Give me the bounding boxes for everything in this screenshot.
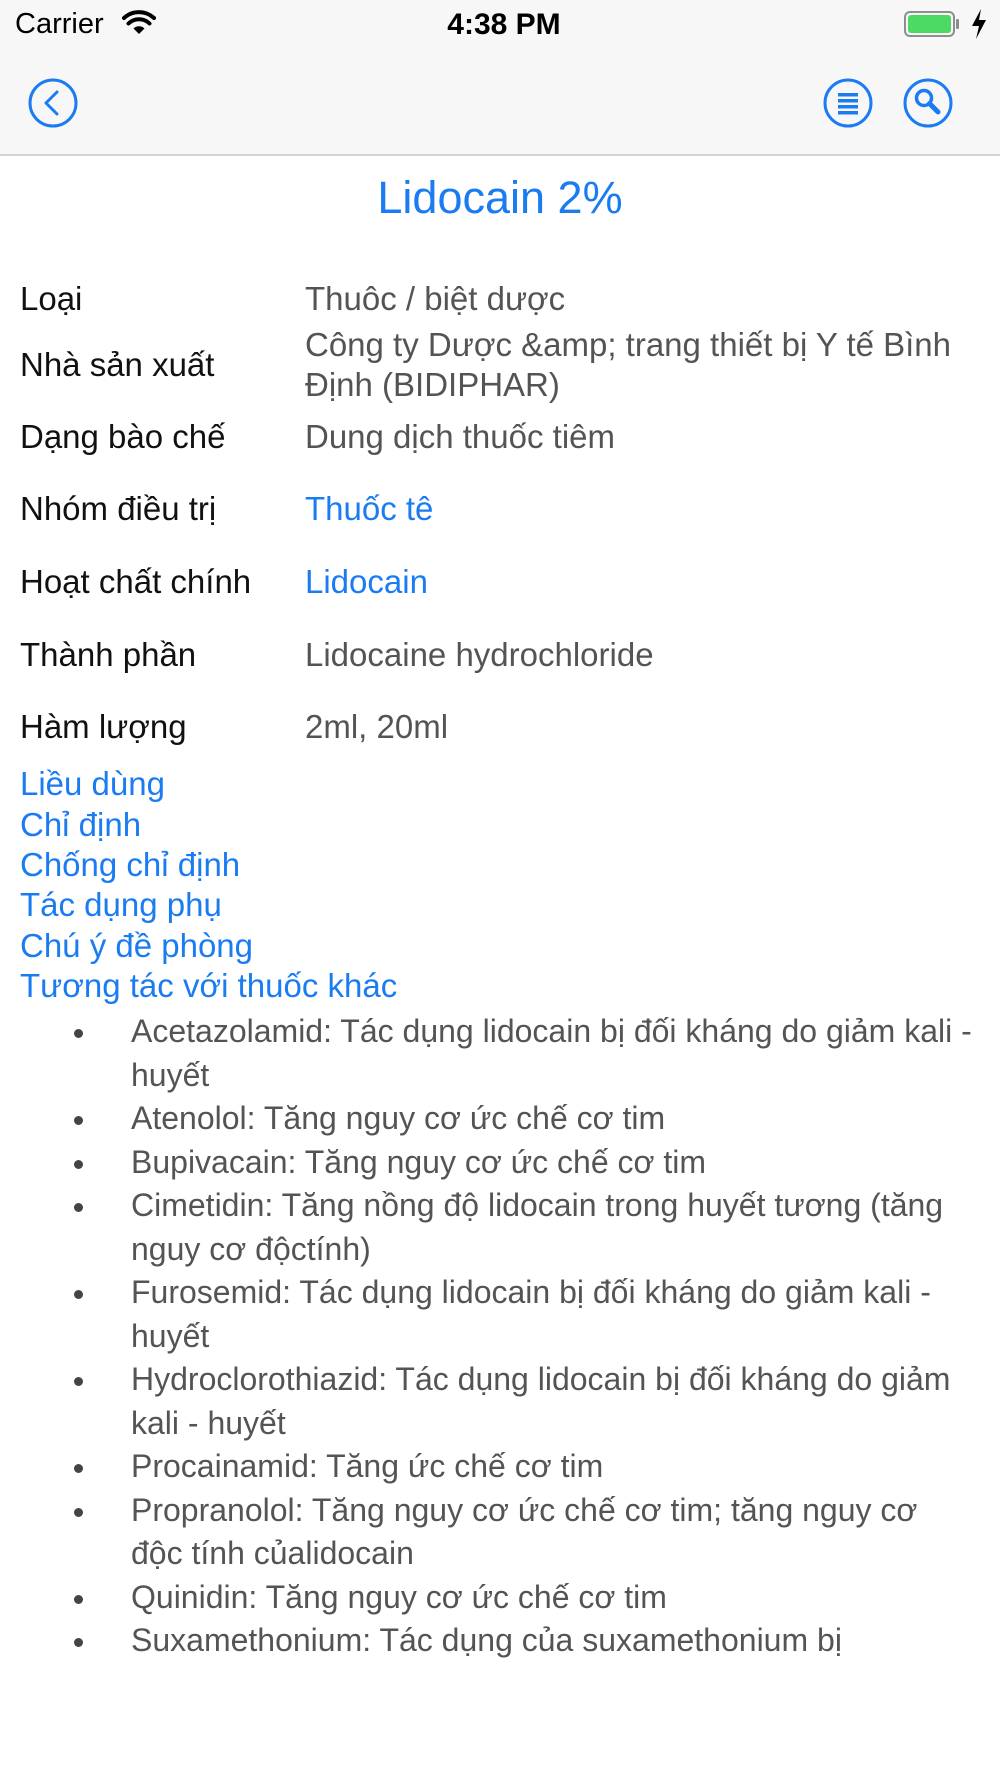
list-item: Quinidin: Tăng nguy cơ ức chế cơ tim: [0, 1576, 1000, 1620]
info-value: 2ml, 20ml: [305, 708, 449, 745]
info-label: Thành phần: [20, 636, 197, 673]
therapeutic-group-link[interactable]: Thuốc tê: [305, 490, 434, 527]
list-item: Acetazolamid: Tác dụng lidocain bị đối kháng do giảm kali - huyết: [0, 1010, 1000, 1097]
list-item: Suxamethonium: Tác dụng của suxamethonium bị: [0, 1619, 1000, 1663]
menu-list-button[interactable]: [822, 77, 874, 129]
list-icon: [822, 77, 874, 129]
info-value: Lidocaine hydrochloride: [305, 636, 654, 673]
status-bar: [0, 0, 1000, 52]
section-link-side-effects[interactable]: Tác dụng phụ: [20, 886, 222, 923]
section-link-contraindications[interactable]: Chống chỉ định: [20, 846, 241, 883]
info-label: Hoạt chất chính: [20, 563, 252, 600]
info-label: Nhà sản xuất: [20, 346, 215, 383]
list-item: Cimetidin: Tăng nồng độ lidocain trong huyết tương (tăng nguy cơ độctính): [0, 1184, 1000, 1271]
section-link-dosage[interactable]: Liều dùng: [20, 765, 165, 802]
chevron-left-icon: [27, 77, 79, 129]
info-value: Thuôc / biệt dược: [305, 280, 566, 317]
section-link-precautions[interactable]: Chú ý đề phòng: [20, 927, 254, 964]
drug-title: Lidocain 2%: [377, 172, 623, 223]
info-value: Dung dịch thuốc tiêm: [305, 418, 616, 455]
info-label: Dạng bào chế: [20, 418, 226, 455]
section-link-indications[interactable]: Chỉ định: [20, 806, 142, 843]
list-item: Furosemid: Tác dụng lidocain bị đối kháng do giảm kali - huyết: [0, 1271, 1000, 1358]
carrier-label: Carrier: [15, 8, 104, 40]
navigation-bar: [0, 52, 1000, 156]
info-row-manufacturer: [20, 325, 980, 405]
info-label: Nhóm điều trị: [20, 490, 217, 527]
active-ingredient-link[interactable]: Lidocain: [305, 563, 428, 600]
battery-icon: [904, 11, 960, 37]
search-icon: [902, 77, 954, 129]
list-item: Propranolol: Tăng nguy cơ ức chế cơ tim; tăng nguy cơ độc tính củalidocain: [0, 1489, 1000, 1576]
list-item: Hydroclorothiazid: Tác dụng lidocain bị đối kháng do giảm kali - huyết: [0, 1358, 1000, 1445]
status-time: 4:38 PM: [447, 8, 561, 41]
back-button[interactable]: [27, 77, 79, 129]
list-item: Atenolol: Tăng nguy cơ ức chế cơ tim: [0, 1097, 1000, 1141]
info-label: Loại: [20, 280, 83, 317]
search-button[interactable]: [902, 77, 954, 129]
section-link-interactions[interactable]: Tương tác với thuốc khác: [20, 967, 398, 1004]
info-label: Hàm lượng: [20, 708, 187, 745]
list-item: Procainamid: Tăng ức chế cơ tim: [0, 1445, 1000, 1489]
interaction-list: [0, 1010, 1000, 1663]
list-item: Bupivacain: Tăng nguy cơ ức chế cơ tim: [0, 1141, 1000, 1185]
charging-bolt-icon: [970, 8, 988, 40]
info-value: Công ty Dược &amp; trang thiết bị Y tế Bình Định (BIDIPHAR): [305, 326, 952, 403]
